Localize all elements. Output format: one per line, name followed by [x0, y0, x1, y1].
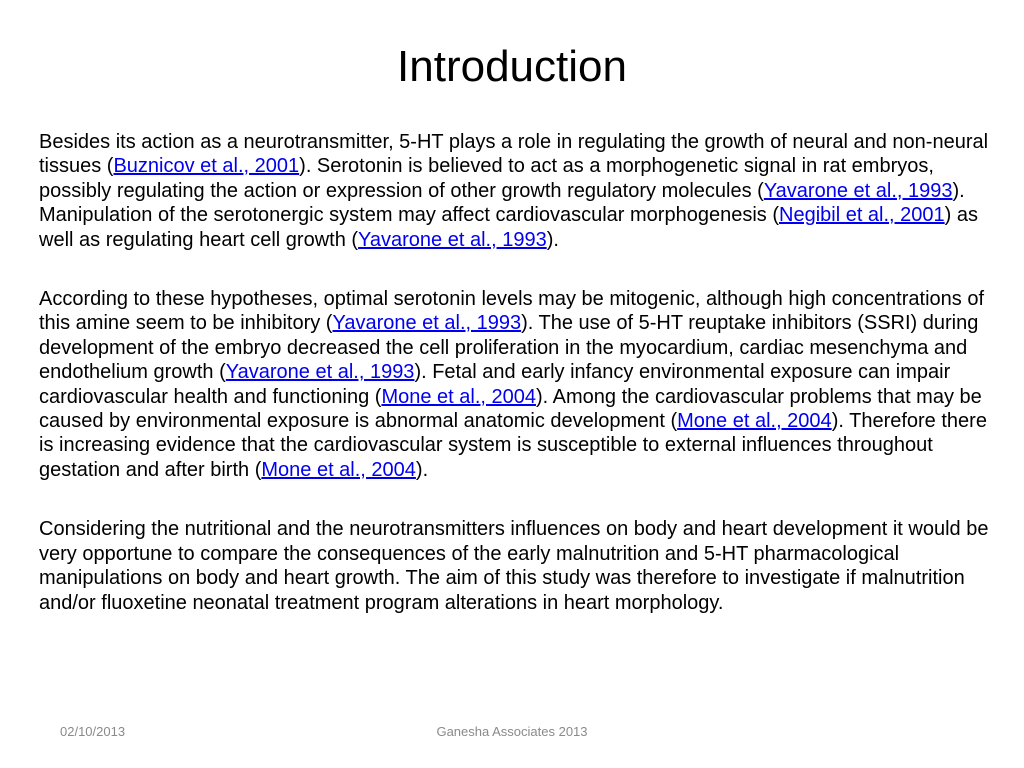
citation-link[interactable]: Yavarone et al., 1993	[358, 228, 547, 251]
citation-link[interactable]: Yavarone et al., 1993	[225, 361, 415, 384]
paragraph-text: ). Manipulation of the serotonergic system may affect cardiovascular morphogenesis (	[39, 179, 965, 227]
footer-center-text: Ganesha Associates 2013	[436, 724, 588, 739]
paragraph-text: Considering the nutritional and the neurotransmitters influences on body and heart development it would be very opportune to compare the consequences of the early malnutrition and 5-HT pharmacological manipulations on body and heart growth. The aim of this study was therefore to investigate if malnutrition and/or fluoxetine neonatal treatment program alterations in heart morphology.	[39, 518, 989, 614]
paragraph-text: Besides its action as a neurotransmitter, 5-HT plays a role in regulating the growth of neural and non-neural tissues (	[39, 131, 989, 178]
paragraph-text: ). Therefore there is increasing evidence that the cardiovascular system is susceptible to external influences throughout gestation and after birth (	[39, 410, 987, 481]
slide-body	[39, 130, 991, 615]
citation-link[interactable]: Mone et al., 2004	[261, 458, 416, 481]
paragraph-text: ). The use of 5-HT reuptake inhibitors (SSRI) during development of the embryo decreased the cell proliferation in the myocardium, cardiac mesenchyma and endothelium growth (	[39, 312, 979, 384]
paragraph-text: ) as well as regulating heart cell growth (	[39, 204, 979, 251]
citation-link[interactable]: Yavarone et al., 1993	[763, 179, 953, 202]
citation-link[interactable]: Mone et al., 2004	[381, 385, 536, 408]
paragraph-text: ). Among the cardiovascular problems that may be caused by environmental exposure is abnormal anatomic development (	[39, 385, 982, 433]
paragraph-text: ).	[546, 228, 559, 251]
paragraph-text: ). Fetal and early infancy environmental exposure can impair cardiovascular health and functioning (	[39, 361, 951, 408]
paragraph-text: ). Serotonin is believed to act as a morphogenetic signal in rat embryos, possibly regulating the action or expression of other growth regulatory molecules (	[39, 155, 934, 202]
paragraph-2	[39, 287, 991, 482]
citation-link[interactable]: Mone et al., 2004	[677, 410, 832, 433]
citation-link[interactable]: Yavarone et al., 1993	[332, 312, 522, 335]
paragraph-text: ).	[415, 458, 429, 481]
citation-link[interactable]: Buznicov et al., 2001	[113, 155, 300, 178]
paragraph-3	[39, 517, 991, 615]
slide-title: Introduction	[397, 42, 627, 91]
citation-link[interactable]: Negibil et al., 2001	[779, 204, 945, 227]
paragraph-text: According to these hypotheses, optimal serotonin levels may be mitogenic, although high concentrations of this amine seem to be inhibitory (	[39, 288, 984, 335]
footer-date: 02/10/2013	[60, 724, 126, 739]
paragraph-1	[39, 130, 991, 252]
